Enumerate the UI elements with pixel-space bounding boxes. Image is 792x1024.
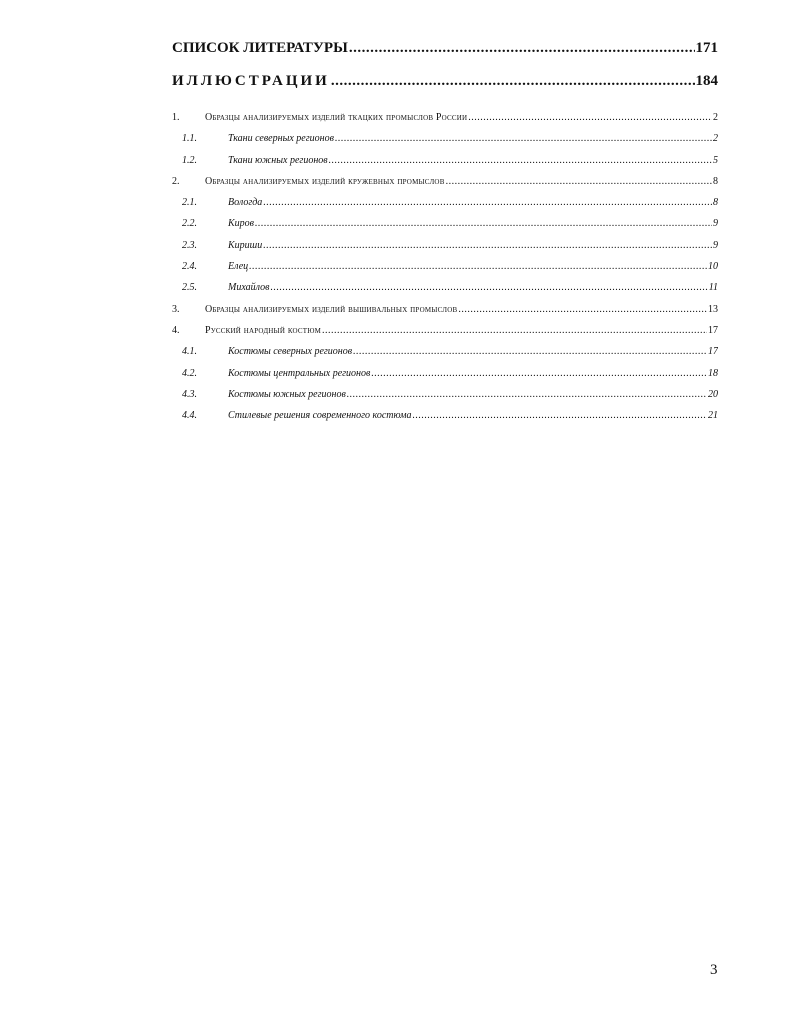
- toc-subsection-2-1[interactable]: [172, 192, 718, 213]
- toc-section-3[interactable]: [172, 299, 718, 320]
- toc-section-1[interactable]: [172, 107, 718, 128]
- toc-leader-dots: [353, 341, 707, 362]
- toc-subsection-1-1[interactable]: [172, 128, 718, 149]
- toc-entry-number: 2.2.: [182, 218, 197, 230]
- toc-leader-dots: [263, 192, 712, 213]
- toc-entry-label: Русский народный костюм: [205, 324, 322, 336]
- toc-entry-label: Кириши: [228, 239, 263, 251]
- toc-entry-label: Ткани южных регионов: [228, 154, 328, 166]
- toc-entry-page: 13: [708, 303, 718, 315]
- toc-entry-label: Образцы анализируемых изделий кружевных промыслов: [205, 175, 445, 187]
- toc-entry-page: 8: [713, 175, 718, 187]
- toc-entry-page: 17: [708, 346, 718, 358]
- toc-entry-bibliography[interactable]: [172, 40, 718, 62]
- toc-leader-dots: [270, 277, 707, 298]
- toc-entry-page: 9: [713, 239, 718, 251]
- toc-leader-dots: [329, 150, 712, 171]
- toc-subsection-2-4[interactable]: [172, 256, 718, 277]
- toc-leader-dots: [263, 235, 712, 256]
- toc-leader-dots: [371, 363, 707, 384]
- toc-leader-dots: [349, 40, 695, 57]
- toc-leader-dots: [255, 213, 712, 234]
- toc-entry-number: 1.: [172, 112, 180, 123]
- toc-entry-page: 9: [713, 218, 718, 230]
- toc-entry-page: 184: [695, 73, 718, 89]
- toc-entry-page: 20: [708, 388, 718, 400]
- toc-entry-label: Стилевые решения современного костюма: [228, 410, 412, 422]
- toc-entry-number: 4.3.: [182, 388, 197, 400]
- toc-entry-number: 1.1.: [182, 133, 197, 145]
- toc-entry-label: Костюмы южных регионов: [228, 388, 346, 400]
- toc-entry-label: Вологда: [228, 197, 263, 209]
- toc-subsection-2-3[interactable]: [172, 235, 718, 256]
- table-of-contents: [172, 40, 718, 426]
- toc-leader-dots: [331, 73, 695, 90]
- toc-entry-number: 4.4.: [182, 410, 197, 422]
- toc-leader-dots: [322, 320, 707, 341]
- toc-entry-label: СПИСОК ЛИТЕРАТУРЫ: [172, 40, 348, 56]
- toc-entry-illustrations[interactable]: [172, 73, 718, 95]
- toc-subsection-4-2[interactable]: [172, 363, 718, 384]
- toc-entry-number: 4.: [172, 324, 180, 336]
- toc-leader-dots: [249, 256, 707, 277]
- toc-leader-dots: [335, 128, 712, 149]
- toc-section-4[interactable]: [172, 320, 718, 341]
- toc-entry-page: 8: [713, 197, 718, 209]
- toc-leader-dots: [468, 107, 712, 128]
- toc-entry-number: 3.: [172, 303, 180, 315]
- toc-entry-page: 11: [708, 282, 718, 294]
- toc-entry-number: 2.1.: [182, 197, 197, 209]
- toc-entry-number: 2.4.: [182, 261, 197, 273]
- toc-entry-page: 171: [695, 40, 718, 56]
- toc-subsection-2-2[interactable]: [172, 213, 718, 234]
- toc-entry-page: 21: [708, 410, 718, 422]
- toc-entry-number: 2.3.: [182, 239, 197, 251]
- toc-entry-number: 2.: [172, 175, 180, 187]
- toc-section-2[interactable]: [172, 171, 718, 192]
- toc-entry-label: Киров: [228, 218, 254, 230]
- toc-entry-page: 5: [713, 154, 718, 166]
- toc-entry-number: 1.2.: [182, 154, 197, 166]
- toc-entry-page: 10: [708, 261, 718, 273]
- toc-entry-page: 17: [708, 324, 718, 336]
- toc-entry-label: Костюмы северных регионов: [228, 346, 353, 358]
- toc-entry-page: 18: [708, 367, 718, 379]
- toc-entry-number: 2.5.: [182, 282, 197, 294]
- toc-subsection-1-2[interactable]: [172, 150, 718, 171]
- toc-entry-page: 2: [713, 112, 718, 123]
- toc-entry-label: ИЛЛЮСТРАЦИИ: [172, 73, 330, 89]
- toc-leader-dots: [413, 405, 707, 426]
- toc-entry-label: Михайлов: [228, 282, 270, 294]
- toc-subsection-4-3[interactable]: [172, 384, 718, 405]
- toc-entry-label: Образцы анализируемых изделий ткацких промыслов России: [205, 112, 468, 123]
- toc-leader-dots: [347, 384, 707, 405]
- toc-entry-label: Образцы анализируемых изделий вышивальных промыслов: [205, 303, 458, 315]
- toc-entry-label: Ткани северных регионов: [228, 133, 334, 145]
- toc-entry-label: Елец: [228, 261, 249, 273]
- toc-leader-dots: [446, 171, 712, 192]
- toc-subsection-4-4[interactable]: [172, 405, 718, 426]
- toc-entry-page: 2: [713, 133, 718, 145]
- toc-subsection-4-1[interactable]: [172, 341, 718, 362]
- page-number: 3: [710, 962, 718, 978]
- toc-leader-dots: [458, 299, 707, 320]
- toc-entry-label: Костюмы центральных регионов: [228, 367, 371, 379]
- toc-entry-number: 4.1.: [182, 346, 197, 358]
- toc-subsection-2-5[interactable]: [172, 277, 718, 298]
- toc-entry-number: 4.2.: [182, 367, 197, 379]
